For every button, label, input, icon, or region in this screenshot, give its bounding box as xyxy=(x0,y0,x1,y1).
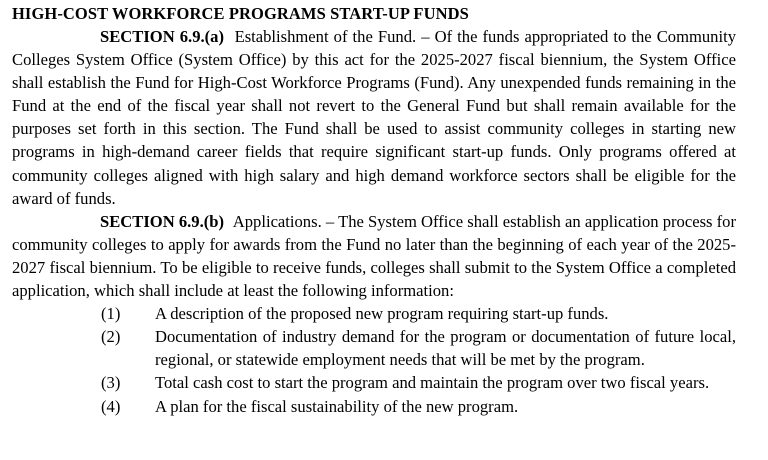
page-title: HIGH-COST WORKFORCE PROGRAMS START-UP FUNDS xyxy=(12,4,469,23)
list-item xyxy=(12,325,736,371)
runin-spacer-b xyxy=(224,212,233,231)
section-heading-b: Applications. xyxy=(232,211,322,231)
list-item-marker: (1) xyxy=(101,304,121,324)
section-paragraph-b xyxy=(12,210,736,302)
section-body-a: Of the funds appropriated to the Community Colleges System Office (System Office) by this act for the 2025-2027 fiscal biennium, the System Office shall establish the Fund for High-Cost Workforce Programs (Fund). Any unexpended funds remaining in the Fund at the end of the fiscal year shall not revert to the General Fund but shall remain available for the purposes set forth in this section. The Fund shall be used to assist community colleges in starting new programs in high-demand career fields that require significant start-up funds. Only programs offered at community colleges aligned with high salary and high demand workforce sectors shall be eligible for the award of funds. xyxy=(12,27,736,208)
section-heading-a: Establishment of the Fund. xyxy=(234,27,417,46)
list-item-text: Documentation of industry demand for the program or documentation of future local, regional, or statewide employment needs that will be met by the program. xyxy=(155,327,736,370)
list-item-text: A description of the proposed new program requiring start-up funds. xyxy=(155,304,609,324)
section-paragraph-a xyxy=(12,25,736,210)
section-body-b: The System Office shall establish an application process for community colleges to apply for awards from the Fund no later than the beginning of each year of the 2025-2027 fiscal biennium. To be eligible to receive funds, colleges shall submit to the System Office a completed application, which shall include at least the following information: xyxy=(12,211,737,301)
list-item-marker: (2) xyxy=(101,327,121,347)
requirements-list xyxy=(12,302,736,417)
list-item xyxy=(12,371,736,394)
runin-spacer-a xyxy=(224,27,235,46)
list-item xyxy=(12,395,736,418)
list-item-marker: (3) xyxy=(101,373,121,393)
list-item-text: Total cash cost to start the program and maintain the program over two fiscal years. xyxy=(155,373,710,393)
document-body xyxy=(12,2,736,418)
section-label-a: SECTION 6.9.(a) xyxy=(100,27,225,46)
list-item-text: A plan for the fiscal sustainability of the new program. xyxy=(155,396,519,416)
section-label-b: SECTION 6.9.(b) xyxy=(100,211,225,231)
section-dash-a: – xyxy=(421,27,430,46)
list-item-marker: (4) xyxy=(101,396,121,416)
list-item xyxy=(12,302,736,325)
section-dash-b: – xyxy=(325,211,335,231)
